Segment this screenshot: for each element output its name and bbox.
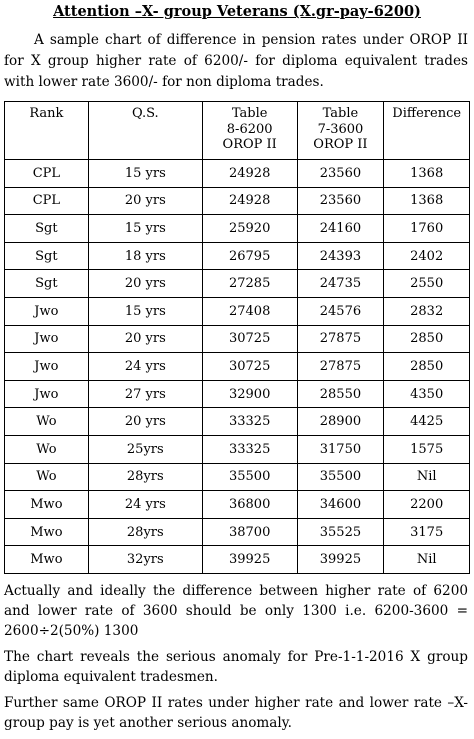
cell-qs: 24 yrs — [88, 353, 202, 381]
cell-qs: 18 yrs — [88, 242, 202, 270]
cell-table-8-6200: 33325 — [202, 408, 297, 436]
cell-table-8-6200: 24928 — [202, 160, 297, 188]
cell-table-7-3600: 31750 — [297, 435, 384, 463]
cell-rank: Jwo — [5, 297, 89, 325]
cell-qs: 28yrs — [88, 463, 202, 491]
cell-table-7-3600: 34600 — [297, 491, 384, 519]
table-body — [5, 160, 470, 574]
cell-table-8-6200: 25920 — [202, 215, 297, 243]
cell-difference: 1368 — [384, 160, 470, 188]
table-row — [5, 325, 470, 353]
cell-table-7-3600: 28550 — [297, 380, 384, 408]
cell-rank: Jwo — [5, 325, 89, 353]
cell-table-8-6200: 36800 — [202, 491, 297, 519]
header-qs: Q.S. — [88, 102, 202, 160]
table-row — [5, 546, 470, 574]
cell-difference: 1575 — [384, 435, 470, 463]
cell-rank: Sgt — [5, 215, 89, 243]
cell-qs: 20 yrs — [88, 270, 202, 298]
table-row — [5, 380, 470, 408]
cell-difference: 2200 — [384, 491, 470, 519]
header-line: 7-3600 — [317, 121, 364, 137]
table-row — [5, 435, 470, 463]
cell-rank: Jwo — [5, 380, 89, 408]
cell-qs: 15 yrs — [88, 215, 202, 243]
intro-paragraph — [4, 30, 468, 93]
cell-table-7-3600: 39925 — [297, 546, 384, 574]
cell-difference: 2850 — [384, 325, 470, 353]
table-row — [5, 491, 470, 519]
cell-table-7-3600: 35525 — [297, 518, 384, 546]
cell-rank: Sgt — [5, 242, 89, 270]
table-header-row — [5, 102, 470, 160]
cell-table-7-3600: 27875 — [297, 353, 384, 381]
cell-difference: 1368 — [384, 187, 470, 215]
cell-difference: Nil — [384, 546, 470, 574]
cell-table-7-3600: 24576 — [297, 297, 384, 325]
header-table-8-6200 — [202, 102, 297, 160]
cell-table-7-3600: 35500 — [297, 463, 384, 491]
cell-table-7-3600: 23560 — [297, 160, 384, 188]
table-row — [5, 353, 470, 381]
cell-rank: Jwo — [5, 353, 89, 381]
cell-table-7-3600: 23560 — [297, 187, 384, 215]
cell-rank: Wo — [5, 435, 89, 463]
note-paragraph: Further same OROP II rates under higher rate and lower rate –X- group pay is yet another serious anomaly. — [4, 695, 468, 731]
cell-rank: Sgt — [5, 270, 89, 298]
cell-qs: 25yrs — [88, 435, 202, 463]
table-row — [5, 297, 470, 325]
cell-table-7-3600: 24735 — [297, 270, 384, 298]
cell-qs: 28yrs — [88, 518, 202, 546]
cell-table-8-6200: 33325 — [202, 435, 297, 463]
header-table-7-3600 — [297, 102, 384, 160]
cell-rank: CPL — [5, 160, 89, 188]
cell-table-8-6200: 39925 — [202, 546, 297, 574]
cell-qs: 24 yrs — [88, 491, 202, 519]
cell-difference: 2402 — [384, 242, 470, 270]
cell-qs: 20 yrs — [88, 408, 202, 436]
cell-table-8-6200: 26795 — [202, 242, 297, 270]
header-line: OROP II — [313, 137, 368, 152]
pension-rate-table — [4, 101, 470, 574]
table-row — [5, 518, 470, 546]
cell-difference: 1760 — [384, 215, 470, 243]
table-row — [5, 270, 470, 298]
table-row — [5, 160, 470, 188]
cell-difference: 4425 — [384, 408, 470, 436]
cell-table-8-6200: 30725 — [202, 353, 297, 381]
header-line: OROP II — [222, 137, 277, 152]
cell-qs: 15 yrs — [88, 297, 202, 325]
cell-qs: 32yrs — [88, 546, 202, 574]
cell-table-7-3600: 24160 — [297, 215, 384, 243]
table-row — [5, 463, 470, 491]
header-line: Table — [231, 106, 268, 121]
cell-qs: 27 yrs — [88, 380, 202, 408]
table-row — [5, 242, 470, 270]
header-rank: Rank — [5, 102, 89, 160]
cell-table-8-6200: 35500 — [202, 463, 297, 491]
cell-rank: Mwo — [5, 518, 89, 546]
table-row — [5, 187, 470, 215]
cell-table-7-3600: 28900 — [297, 408, 384, 436]
cell-table-7-3600: 24393 — [297, 242, 384, 270]
cell-table-8-6200: 38700 — [202, 518, 297, 546]
cell-qs: 20 yrs — [88, 187, 202, 215]
document-title: Attention –X- group Veterans (X.gr-pay-6200) — [53, 3, 421, 20]
note-paragraph: Actually and ideally the difference between higher rate of 6200 and lower rate of 3600 should be only 1300 i.e. 6200-3600 = 2600÷2(50%) 1300 — [4, 583, 468, 639]
cell-table-7-3600: 27875 — [297, 325, 384, 353]
cell-table-8-6200: 24928 — [202, 187, 297, 215]
cell-rank: Mwo — [5, 546, 89, 574]
header-line: 8-6200 — [226, 121, 273, 137]
table-row — [5, 408, 470, 436]
cell-difference: 2832 — [384, 297, 470, 325]
table-row — [5, 215, 470, 243]
cell-difference: 4350 — [384, 380, 470, 408]
cell-qs: 20 yrs — [88, 325, 202, 353]
cell-rank: CPL — [5, 187, 89, 215]
cell-difference: 2850 — [384, 353, 470, 381]
cell-table-8-6200: 32900 — [202, 380, 297, 408]
cell-difference: 3175 — [384, 518, 470, 546]
cell-rank: Wo — [5, 408, 89, 436]
header-difference: Difference — [384, 102, 470, 160]
cell-table-8-6200: 27285 — [202, 270, 297, 298]
cell-table-8-6200: 30725 — [202, 325, 297, 353]
cell-rank: Mwo — [5, 491, 89, 519]
cell-difference: Nil — [384, 463, 470, 491]
cell-rank: Wo — [5, 463, 89, 491]
intro-text: A sample chart of difference in pension rates under OROP II for X group higher rate of 6200/- for diploma equivalent trades with lower rate 3600/- for non diploma trades. — [4, 32, 468, 90]
header-line: Table — [322, 106, 359, 121]
cell-difference: 2550 — [384, 270, 470, 298]
note-paragraph: The chart reveals the serious anomaly for Pre-1-1-2016 X group diploma equivalent tradesmen. — [4, 649, 468, 685]
cell-table-8-6200: 27408 — [202, 297, 297, 325]
notes-section — [4, 581, 468, 739]
cell-qs: 15 yrs — [88, 160, 202, 188]
